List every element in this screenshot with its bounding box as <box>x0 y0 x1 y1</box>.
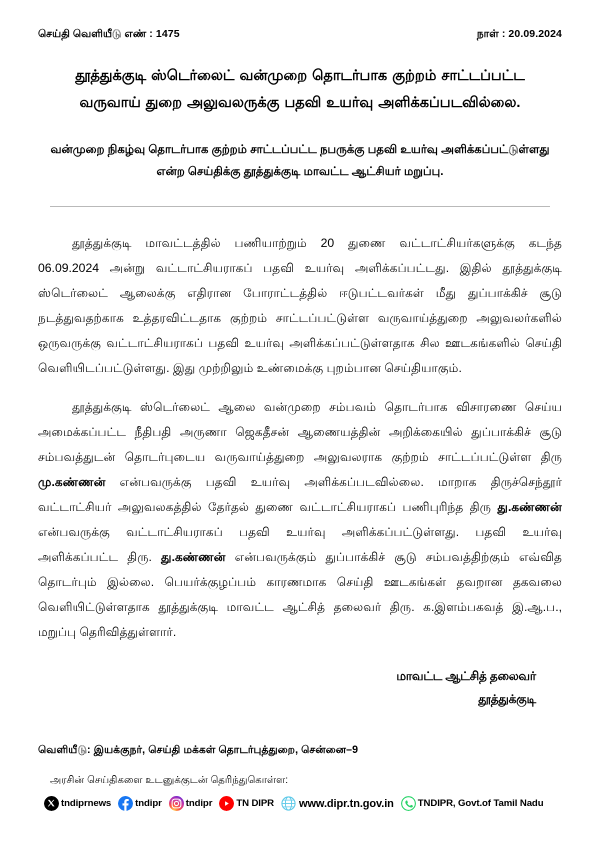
body-paragraph-1: தூத்துக்குடி மாவட்டத்தில் பணியாற்றும் 20 துணை வட்டாட்சியர்களுக்கு கடந்த 06.09.2024 அன்று வட்டாட்சியராகப் பதவி உயர்வு அளிக்கப்பட்டது. இதில் தூத்துக்குடி ஸ்டெர்லைட் ஆலைக்கு எதிரான போராட்டத்தில் ஈடுபட்டவர்கள் மீது துப்பாக்கிச் சூடு நடத்துவதற்காக உத்தரவிட்டதாக குற்றம் சாட்டப்பட்டுள்ள வருவாய்த்துறை அலுவலர்களில் ஒருவருக்கு வட்டாட்சியராகப் பதவி உயர்வு அளிக்கப்பட்டுள்ளதாக சில ஊடகங்களில் செய்தி வெளியிடப்பட்டுள்ளது. இது முற்றிலும் உண்மைக்கு புறம்பான செய்தியாகும். <box>38 235 562 375</box>
x-handle: tndiprnews <box>61 798 112 809</box>
document-footer <box>38 744 562 811</box>
social-link-x[interactable] <box>44 796 111 811</box>
social-link-facebook[interactable] <box>118 796 162 811</box>
paragraph2-segment-2: என்பவருக்கு பதவி உயர்வு அளிக்கப்படவில்லை. மாறாக திருச்செந்தூர் வட்டாட்சியர் அலுவலகத்தில் தேர்தல் துணை வட்டாட்சியராகப் பணிபுரிந்த திரு <box>38 474 562 514</box>
signature-location: தூத்துக்குடி <box>478 692 536 707</box>
facebook-handle: tndipr <box>135 798 162 809</box>
social-link-website[interactable] <box>281 796 394 811</box>
paragraph2-segment-1: தூத்துக்குடி ஸ்டெர்லைட் ஆலை வன்முறை சம்பவம் தொடர்பாக விசாரணை செய்ய அமைக்கப்பட்ட நீதிபதி அருணா ஜெகதீசன் ஆணையத்தின் அறிக்கையில் துப்பாக்கிச் சூடு சம்பவத்துடன் தொடர்புடைய வருவாய்த்துறை அலுவலராக குற்றம் சாட்டப்பட்டுள்ள திரு <box>38 399 562 464</box>
section-divider <box>50 206 550 207</box>
signature-block <box>38 665 562 711</box>
officer-name-thu-kannan-1: து.கண்ணன் <box>497 499 562 514</box>
instagram-icon <box>169 796 184 811</box>
document-body <box>38 231 562 645</box>
body-paragraph-2 <box>38 395 562 645</box>
social-link-instagram[interactable] <box>169 796 213 811</box>
social-link-whatsapp[interactable] <box>401 796 544 811</box>
social-link-youtube[interactable] <box>219 796 274 811</box>
release-date: நாள் : 20.09.2024 <box>476 28 562 40</box>
officer-name-thu-kannan-2: து.கண்ணன் <box>161 550 226 564</box>
whatsapp-handle: TNDIPR, Govt.of Tamil Nadu <box>417 798 544 809</box>
officer-name-mu-kannan: மு.கண்ணன் <box>38 474 106 489</box>
x-twitter-icon <box>44 796 59 811</box>
facebook-icon <box>118 796 133 811</box>
youtube-icon <box>219 796 234 811</box>
signature-designation: மாவட்ட ஆட்சித் தலைவர் <box>396 669 536 684</box>
globe-icon <box>281 796 296 811</box>
youtube-handle: TN DIPR <box>236 798 275 809</box>
paragraph2-segment-4: என்பவருக்கும் துப்பாக்கிச் சூடு சம்பவத்திற்கும் எவ்வித தொடர்பும் இல்லை. பெயர்க்குழப்பம் காரணமாக செய்தி ஊடகங்கள் தவறான தகவலை வெளியிட்டுள்ளதாக தூத்துக்குடி மாவட்ட ஆட்சித் தலைவர் திரு. க.இளம்பகவத் இ.ஆ.ப., மறுப்பு தெரிவித்துள்ளார். <box>38 550 562 640</box>
release-number: செய்தி வெளியீடு எண் : 1475 <box>38 28 180 40</box>
document-header <box>38 0 562 41</box>
lead-paragraph: வன்முறை நிகழ்வு தொடர்பாக குற்றம் சாட்டப்பட்ட நபருக்கு பதவி உயர்வு அளிக்கப்பட்டுள்ளது என்ற செய்திக்கு தூத்துக்குடி மாவட்ட ஆட்சியர் மறுப்பு. <box>50 142 550 179</box>
instagram-handle: tndipr <box>185 798 213 809</box>
follow-us-label: அரசின் செய்திகளை உடனுக்குடன் தெரிந்துகொள்ள: <box>50 775 289 786</box>
issuer-line: வெளியீடு: இயக்குநர், செய்தி மக்கள் தொடர்புத்துறை, சென்னை–9 <box>38 744 359 756</box>
social-links-row <box>38 796 562 811</box>
paragraph2-segment-3: என்பவருக்கு வட்டாட்சியராகப் பதவி உயர்வு அளிக்கப்பட்டுள்ளது. பதவி உயர்வு அளிக்கப்பட்ட திரு. <box>38 524 562 564</box>
whatsapp-icon <box>401 796 416 811</box>
website-url: www.dipr.tn.gov.in <box>299 797 394 810</box>
page-title: தூத்துக்குடி ஸ்டெர்லைட் வன்முறை தொடர்பாக குற்றம் சாட்டப்பட்ட வருவாய் துறை அலுவலருக்கு பதவி உயர்வு அளிக்கப்படவில்லை. <box>75 68 525 111</box>
